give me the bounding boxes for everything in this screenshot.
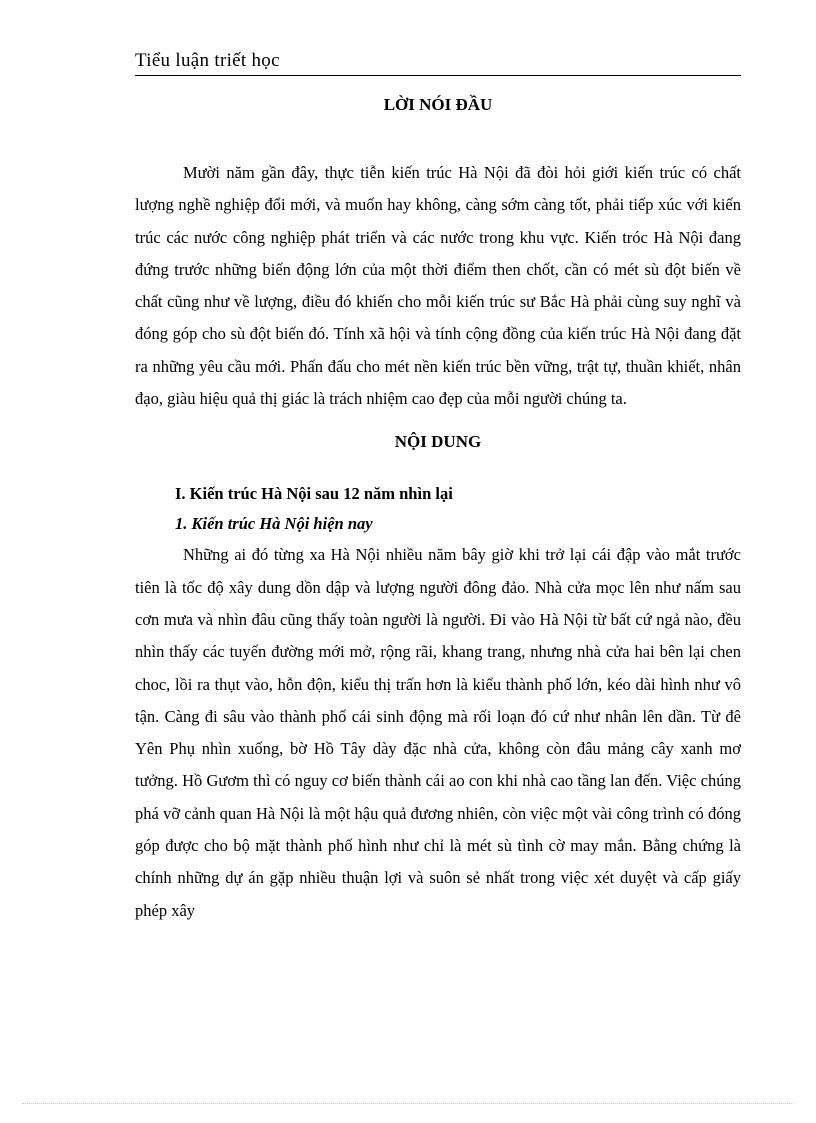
page-bottom-divider: [22, 1103, 794, 1104]
section-heading-2: 1. Kiến trúc Hà Nội hiện nay: [175, 514, 373, 534]
content-title: NỘI DUNG: [394, 432, 482, 452]
header-title: Tiểu luận triết học: [135, 50, 280, 71]
intro-title: LỜI NÓI ĐẦU: [383, 95, 493, 114]
document-body: [135, 90, 741, 927]
section-heading-1: I. Kiến trúc Hà Nội sau 12 năm nhìn lại: [175, 484, 453, 504]
body-paragraph: Những ai đó từng xa Hà Nội nhiều năm bây giờ khi trở lại cái đập vào mắt trước tiên là tốc độ xây dung dồn dập và lượng người đông đảo. Nhà cửa mọc lên như nấm sau cơn mưa và nhìn đâu cũng thấy toàn người là người. Đi vào Hà Nội từ bất cứ ngả nào, đều nhìn thấy các tuyến đường mới mở, rộng rãi, khang trang, nhưng nhà cửa hai bên lại chen choc, lồi ra thụt vào, hỗn độn, kiểu thị trấn hơn là kiểu thành phố lớn, kéo dài hình như vô tận. Càng đi sâu vào thành phố cái sinh động mà rối loạn đó cứ như nhân lên dần. Từ đê Yên Phụ nhìn xuống, bờ Hồ Tây dày đặc nhà cửa, không còn đâu mảng cây xanh mơ tưởng. Hồ Gươm thì có nguy cơ biến thành cái ao con khi nhà cao tầng lan đến. Việc chúng phá vỡ cảnh quan Hà Nội là một hậu quả đương nhiên, còn việc một vài công trình có đóng góp được cho bộ mặt thành phố hình như chỉ là mét sù tình cờ may mắn. Bằng chứng là chính những dự án gặp nhiều thuận lợi và suôn sẻ nhất trong việc xét duyệt và cấp giấy phép xây: [135, 545, 741, 920]
page-header: [135, 49, 741, 76]
intro-paragraph: Mười năm gần đây, thực tiễn kiến trúc Hà Nội đã đòi hỏi giới kiến trúc có chất lượng nghề nghiệp đổi mới, và muốn hay không, càng sớm càng tốt, phải tiếp xúc với kiến trúc các nước công nghiệp phát triển và các nước trong khu vực. Kiến tróc Hà Nội đang đứng trước những biến động lớn của một thời điểm then chốt, cần có mét sù đột biến về chất cũng như về lượng, điều đó khiến cho mỗi kiến trúc sư Bắc Hà phải cùng suy nghĩ và đóng góp cho sù đột biến đó. Tính xã hội và tính cộng đồng của kiến trúc Hà Nội đang đặt ra những yêu cầu mới. Phấn đấu cho mét nền kiến trúc bền vững, trật tự, thuần khiết, nhân đạo, giàu hiệu quả thị giác là trách nhiệm cao đẹp của mỗi người chúng ta.: [135, 163, 741, 409]
